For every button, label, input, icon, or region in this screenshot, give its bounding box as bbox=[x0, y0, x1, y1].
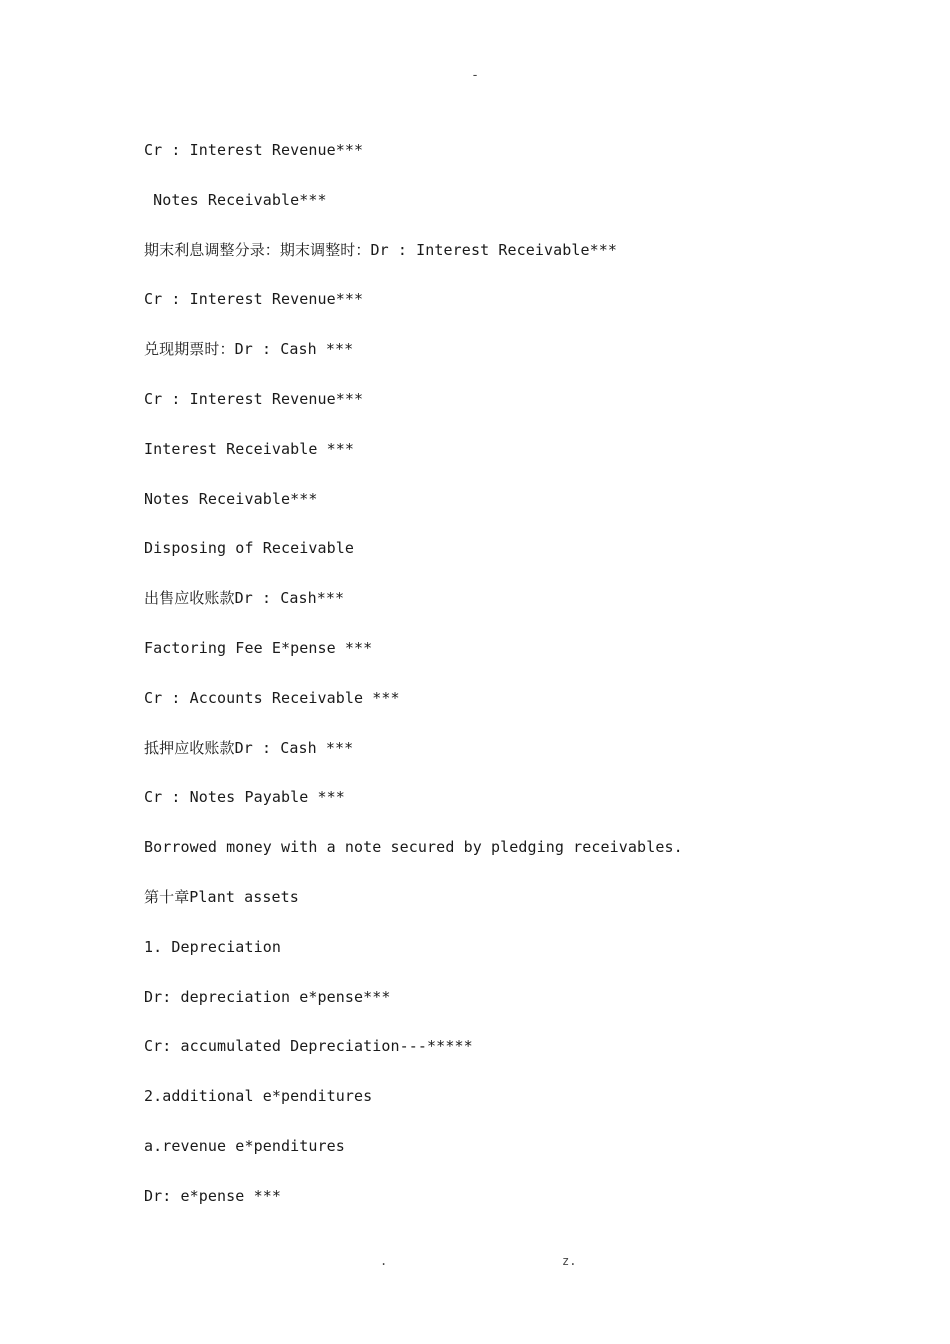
text-line: Cr : Interest Revenue*** bbox=[144, 141, 364, 159]
text-line: Disposing of Receivable bbox=[144, 539, 355, 558]
page-header-mark: - bbox=[471, 68, 479, 83]
section-heading: 2.additional e*penditures bbox=[144, 1087, 373, 1106]
text-line: 出售应收账款Dr : Cash*** bbox=[144, 589, 345, 608]
section-heading: 1. Depreciation bbox=[144, 937, 281, 956]
text-line: Cr: accumulated Depreciation---***** bbox=[144, 1037, 473, 1056]
text-line: a.revenue e*penditures bbox=[144, 1136, 345, 1155]
text-line: Interest Receivable *** bbox=[144, 439, 355, 458]
text-line: Cr : Notes Payable *** bbox=[144, 788, 345, 807]
text-line: 兑现期票时：Dr : Cash *** bbox=[144, 340, 354, 359]
text-line: 抵押应收账款Dr : Cash *** bbox=[144, 738, 354, 757]
text-line: Notes Receivable*** bbox=[144, 190, 327, 209]
text-line: Cr : Interest Revenue*** bbox=[144, 389, 364, 408]
chapter-heading: 第十章Plant assets bbox=[144, 887, 299, 906]
page-footer-left: . bbox=[380, 1254, 388, 1268]
text-line: 期末利息调整分录：期末调整时：Dr : Interest Receivable*** bbox=[144, 240, 618, 259]
text-line: Cr : Accounts Receivable *** bbox=[144, 688, 400, 707]
text-line: Dr: depreciation e*pense*** bbox=[144, 987, 391, 1006]
text-line: Cr : Interest Revenue*** bbox=[144, 290, 364, 309]
document-body bbox=[144, 138, 904, 1234]
text-line: Factoring Fee E*pense *** bbox=[144, 638, 373, 657]
text-line: Borrowed money with a note secured by pledging receivables. bbox=[144, 838, 683, 857]
page-footer-right: z. bbox=[562, 1254, 577, 1268]
text-line: Notes Receivable*** bbox=[144, 489, 318, 508]
text-line: Dr: e*pense *** bbox=[144, 1186, 281, 1205]
